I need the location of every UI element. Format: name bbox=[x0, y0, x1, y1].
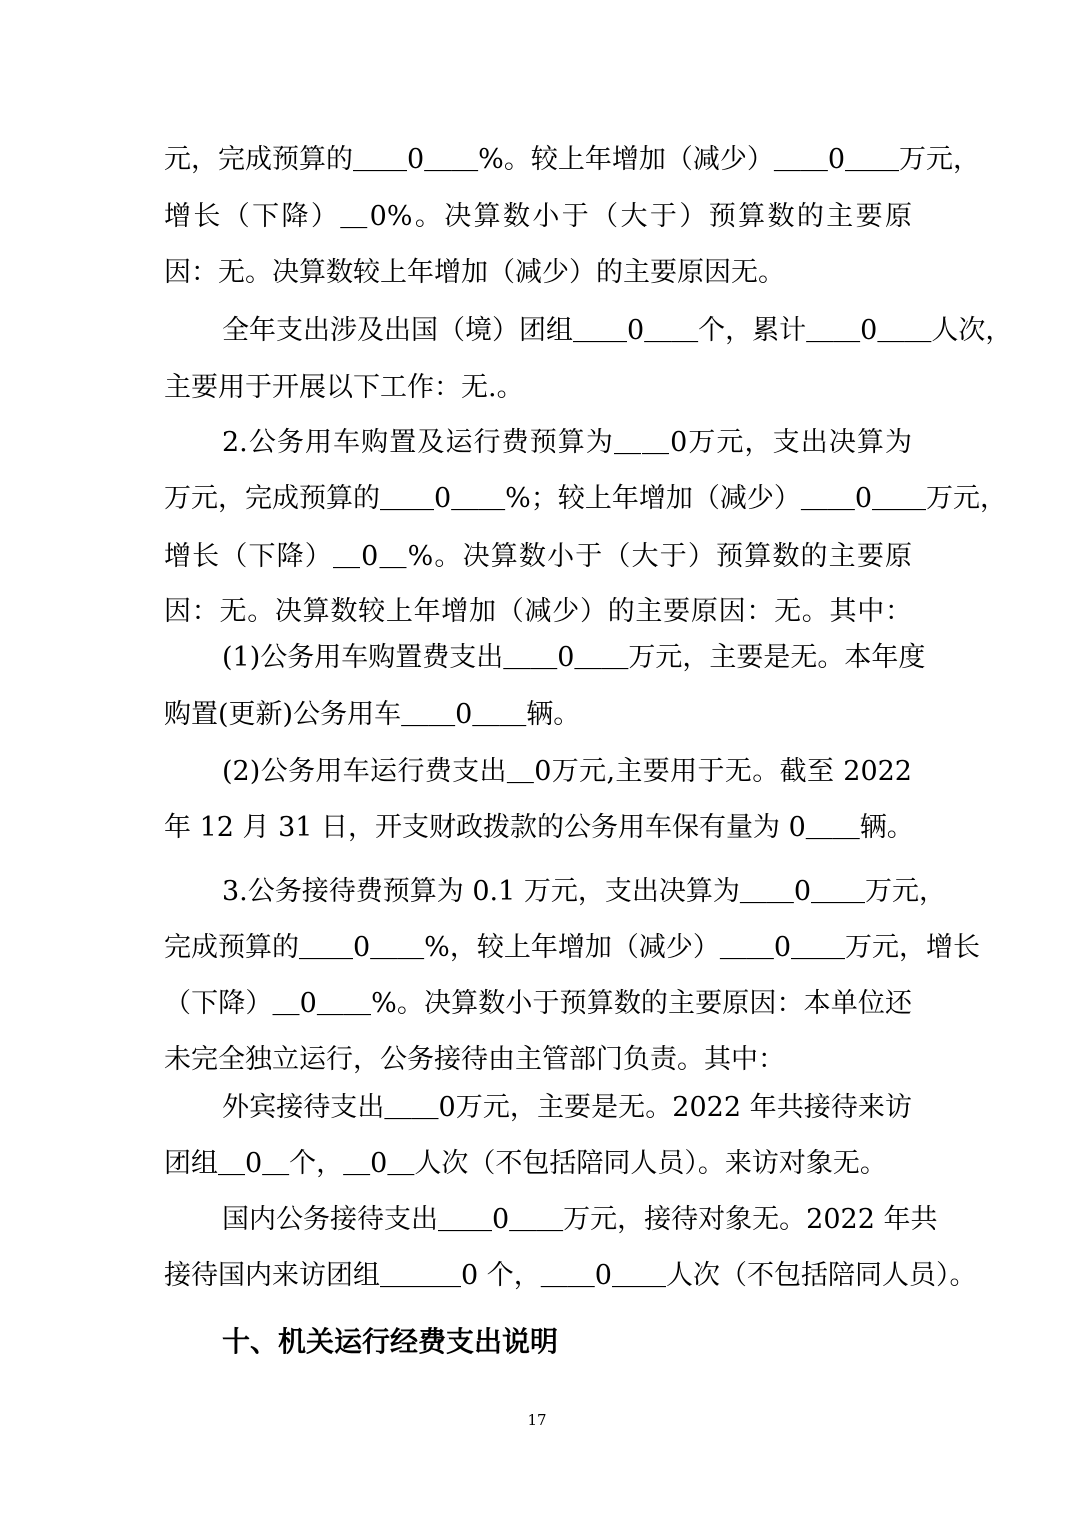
page-number: 17 bbox=[527, 1411, 547, 1429]
body-line: 2.公务用车购置及运行费预算为＿＿0万元，支出决算为 bbox=[222, 427, 912, 458]
body-line: （下降）＿0＿＿%。决算数小于预算数的主要原因：本单位还 bbox=[164, 988, 912, 1019]
section-heading: 十、机关运行经费支出说明 bbox=[222, 1325, 559, 1358]
body-line: 3.公务接待费预算为 0.1 万元，支出决算为＿＿0＿＿万元， bbox=[222, 876, 947, 907]
body-line: (2)公务用车运行费支出＿0万元,主要用于无。截至 2022 bbox=[222, 756, 912, 787]
body-line: 外宾接待支出＿＿0万元，主要是无。2022 年共接待来访 bbox=[222, 1092, 912, 1123]
body-line: 主要用于开展以下工作：无.。 bbox=[164, 372, 524, 403]
body-line: 国内公务接待支出＿＿0＿＿万元，接待对象无。2022 年共 bbox=[222, 1204, 938, 1235]
body-line: 增长（下降）＿0＿%。决算数小于（大于）预算数的主要原 bbox=[164, 541, 912, 572]
body-line: 万元，完成预算的＿＿0＿＿%；较上年增加（减少）＿＿0＿＿万元， bbox=[164, 483, 1008, 514]
body-line: 增长（下降）＿0%。决算数小于（大于）预算数的主要原 bbox=[164, 201, 912, 232]
body-line: 接待国内来访团组＿＿＿0 个，＿＿0＿＿人次（不包括陪同人员）。 bbox=[164, 1260, 977, 1291]
body-line: 未完全独立运行，公务接待由主管部门负责。其中： bbox=[164, 1044, 785, 1075]
body-line: (1)公务用车购置费支出＿＿0＿＿万元，主要是无。本年度 bbox=[222, 642, 926, 673]
body-line: 元，完成预算的＿＿0＿＿%。较上年增加（减少）＿＿0＿＿万元， bbox=[164, 144, 981, 175]
body-line: 年 12 月 31 日，开支财政拨款的公务用车保有量为 0＿＿辆。 bbox=[164, 812, 914, 843]
body-line: 购置(更新)公务用车＿＿0＿＿辆。 bbox=[164, 699, 581, 730]
body-line: 全年支出涉及出国（境）团组＿＿0＿＿个，累计＿＿0＿＿人次， bbox=[222, 315, 1013, 346]
body-line: 完成预算的＿＿0＿＿%，较上年增加（减少）＿＿0＿＿万元，增长 bbox=[164, 932, 981, 963]
body-line: 因：无。决算数较上年增加（减少）的主要原因：无。其中： bbox=[164, 596, 912, 627]
body-line: 团组＿0＿个，＿0＿人次（不包括陪同人员）。来访对象无。 bbox=[164, 1148, 887, 1179]
body-line: 因：无。决算数较上年增加（减少）的主要原因无。 bbox=[164, 257, 785, 288]
